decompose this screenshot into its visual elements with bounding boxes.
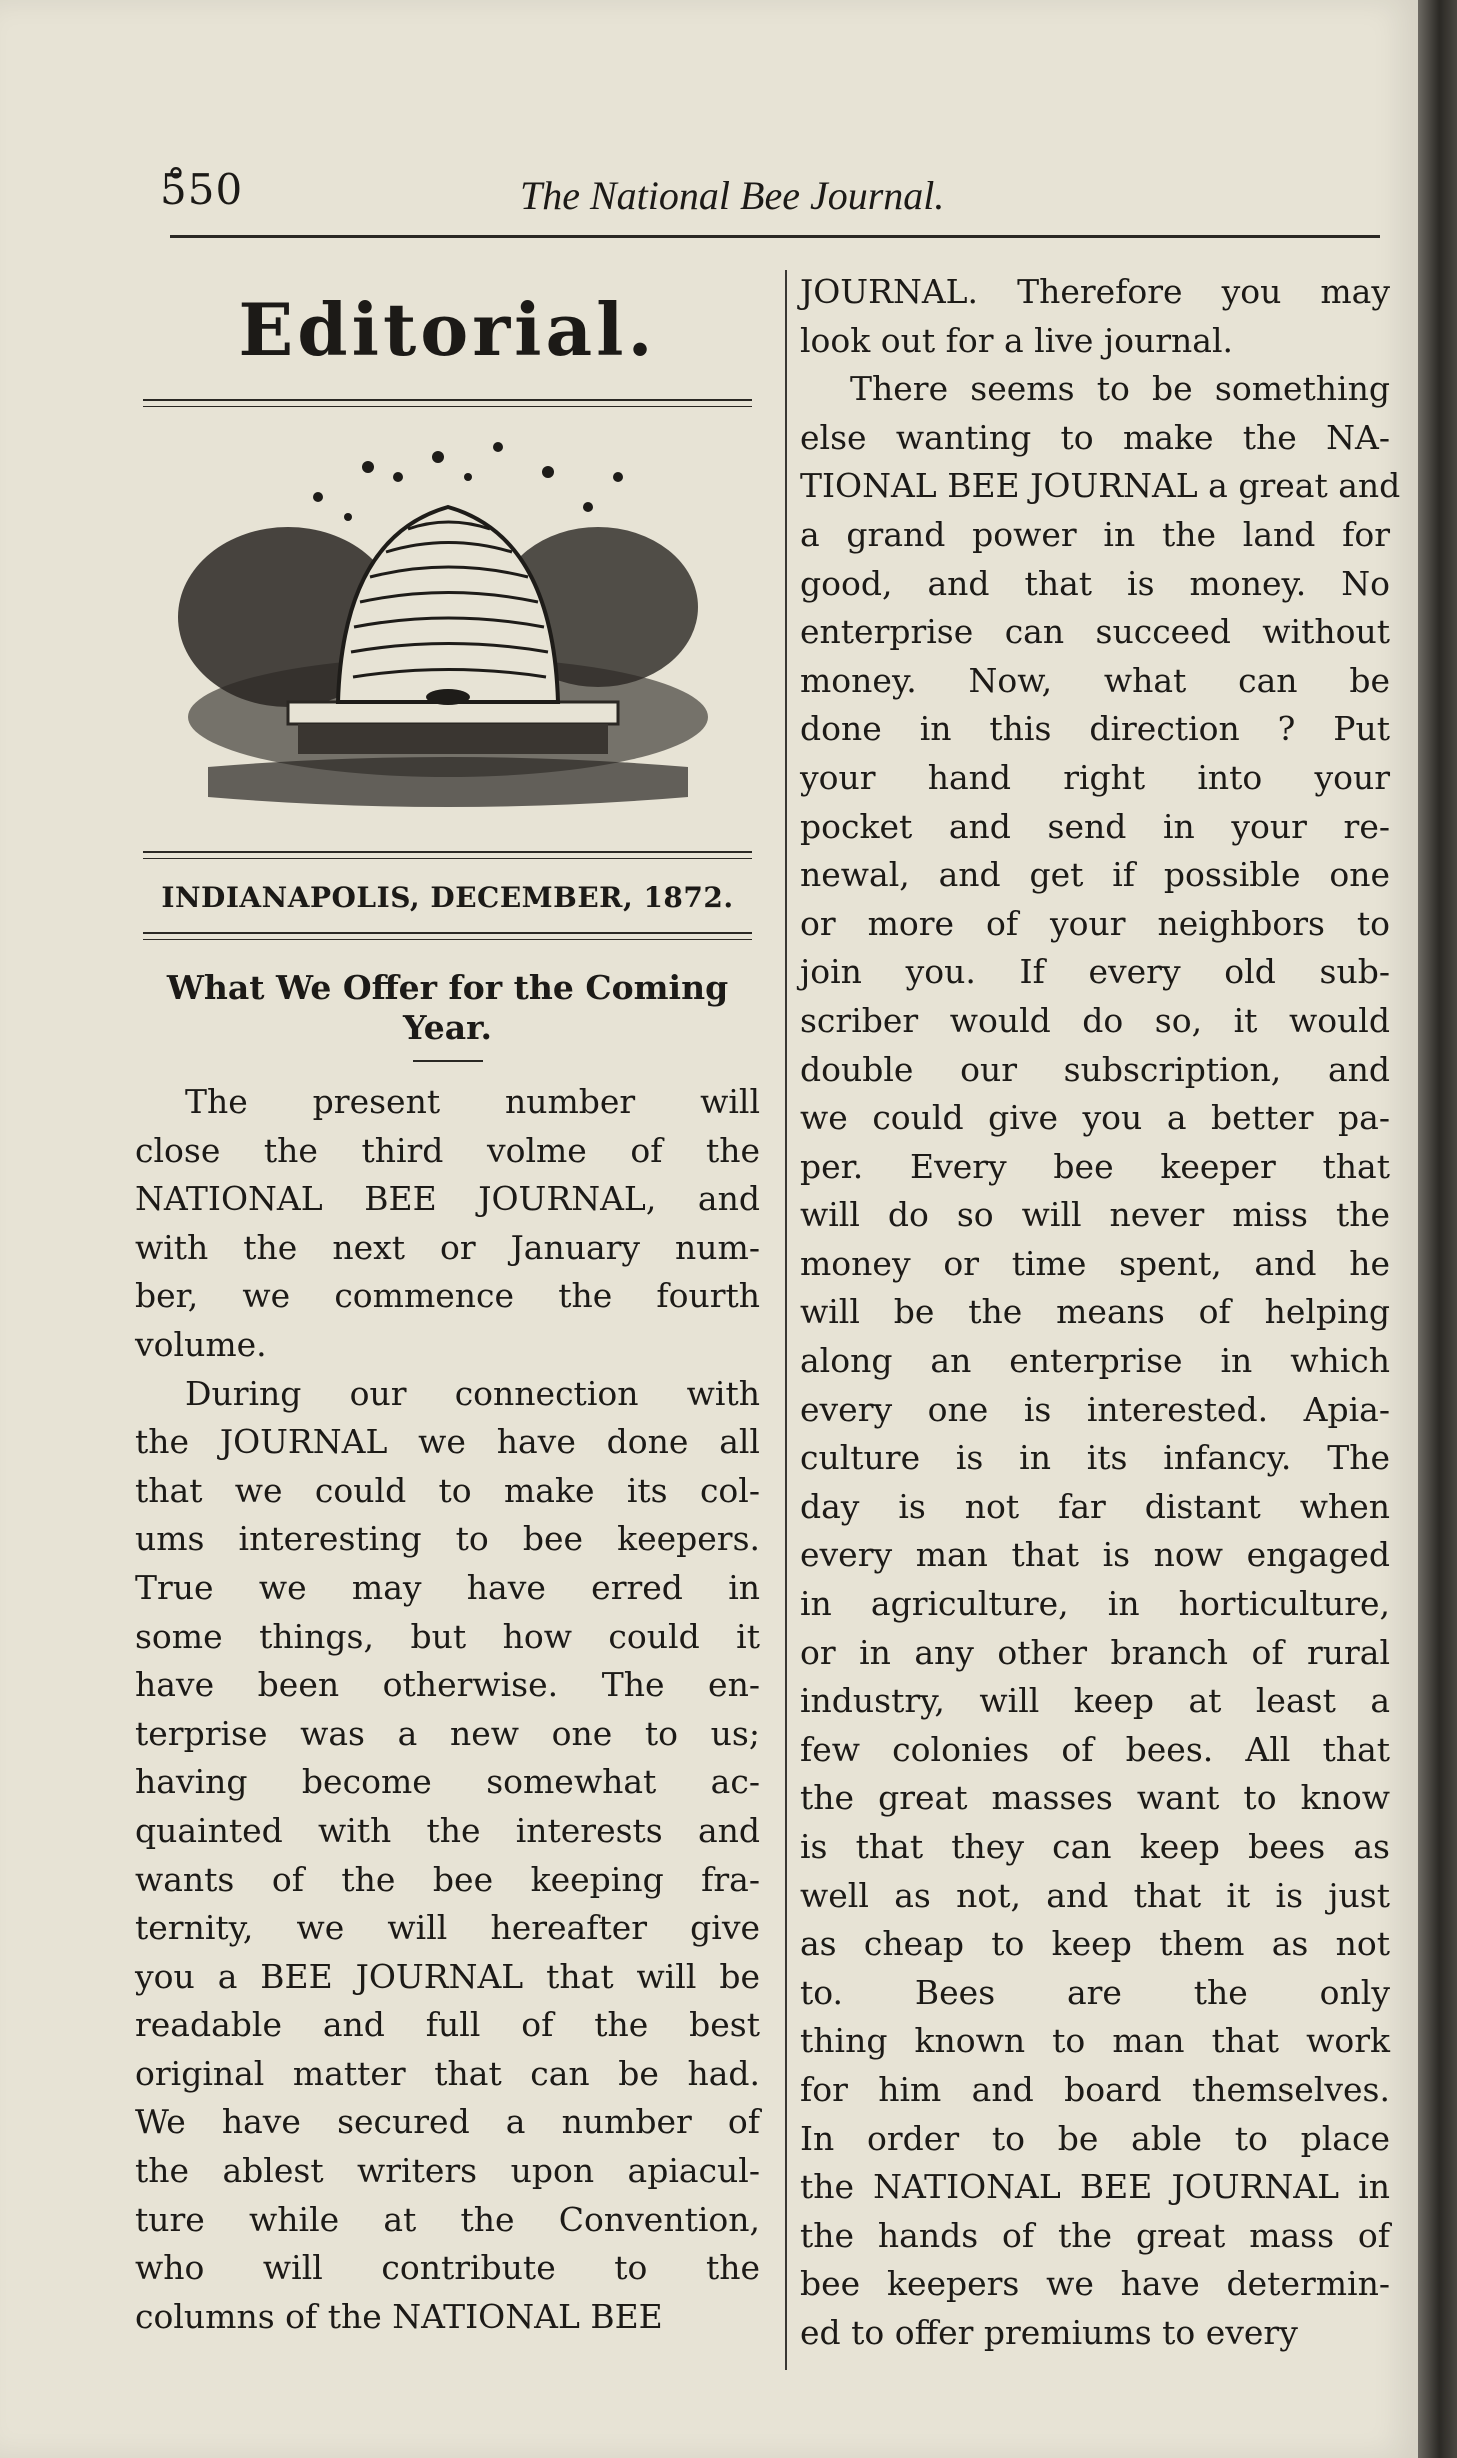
text-line: we could give you a better pa- <box>800 1098 1390 1138</box>
right-column <box>800 268 1401 2358</box>
text-line: as cheap to keep them as not <box>800 1924 1390 1964</box>
article-body-left <box>135 1078 760 2341</box>
text-line: pocket and send in your re- <box>800 806 1390 846</box>
text-line: columns of the NATIONAL BEE <box>135 2296 663 2336</box>
text-line: original matter that can be had. <box>135 2053 760 2093</box>
book-spine <box>1418 0 1457 2458</box>
text-line: every man that is now engaged <box>800 1535 1390 1575</box>
text-line: day is not far distant when <box>800 1486 1390 1526</box>
text-line: you a BEE JOURNAL that will be <box>135 1956 760 1996</box>
text-line: enterprise can succeed without <box>800 612 1390 652</box>
text-line: per. Every bee keeper that <box>800 1146 1390 1186</box>
text-line: ums interesting to bee keepers. <box>135 1519 760 1559</box>
text-line: your hand right into your <box>800 757 1390 797</box>
text-line: money or time spent, and he <box>800 1243 1390 1283</box>
running-title: The National Bee Journal. <box>520 173 945 218</box>
text-line: done in this direction ? Put <box>800 709 1390 749</box>
text-line: ber, we commence the fourth <box>135 1276 760 1316</box>
text-line: TIONAL BEE JOURNAL a great and <box>800 466 1401 506</box>
text-line: join you. If every old sub- <box>800 952 1390 992</box>
article-body-right <box>800 268 1401 2358</box>
text-line: for him and board themselves. <box>800 2069 1390 2109</box>
left-column <box>135 255 760 2341</box>
text-line: bee keepers we have determin- <box>800 2264 1390 2304</box>
text-line: some things, but how could it <box>135 1616 760 1656</box>
text-line: thing known to man that work <box>800 2021 1390 2061</box>
text-line: money. Now, what can be <box>800 660 1390 700</box>
text-line: few colonies of bees. All that <box>800 1729 1390 1769</box>
text-line: or in any other branch of rural <box>800 1632 1390 1672</box>
text-line: the JOURNAL we have done all <box>135 1422 760 1462</box>
text-line: the hands of the great mass of <box>800 2215 1390 2255</box>
column-divider <box>785 270 787 2370</box>
text-line: look out for a live journal. <box>800 320 1234 360</box>
header-rule <box>170 235 1380 238</box>
heading-rule <box>143 399 752 407</box>
text-line: We have secured a number of <box>135 2102 760 2142</box>
dateline: INDIANAPOLIS, DECEMBER, 1872. <box>161 881 734 914</box>
text-line: that we could to make its col- <box>135 1470 760 1510</box>
text-line: else wanting to make the NA- <box>800 417 1390 457</box>
text-line: close the third volme of the <box>135 1130 760 1170</box>
text-line: will be the means of helping <box>800 1292 1390 1332</box>
text-line: having become somewhat ac- <box>135 1762 760 1802</box>
text-line: ed to offer premiums to every <box>800 2312 1298 2352</box>
text-line: wants of the bee keeping fra- <box>135 1859 760 1899</box>
text-line: along an enterprise in which <box>800 1341 1390 1381</box>
dateline-rule-bottom <box>143 932 752 940</box>
article-title-line: What We Offer for the Coming <box>166 968 729 1007</box>
text-line: every one is interested. Apia- <box>800 1389 1390 1429</box>
text-line: scriber would do so, it would <box>800 1000 1390 1040</box>
text-line: ternity, we will hereafter give <box>135 1908 760 1948</box>
text-line: good, and that is money. No <box>800 563 1390 603</box>
text-line: the ablest writers upon apiacul- <box>135 2151 760 2191</box>
text-line: the great masses want to know <box>800 1778 1390 1818</box>
text-line: JOURNAL. Therefore you may <box>800 272 1390 311</box>
beehive-illustration <box>168 417 728 837</box>
text-line: will do so will never miss the <box>800 1195 1390 1235</box>
text-line: industry, will keep at least a <box>800 1681 1390 1721</box>
text-line: In order to be able to place <box>800 2118 1390 2158</box>
section-heading: Editorial. <box>238 287 657 372</box>
article-title <box>145 968 750 1048</box>
text-line: a grand power in the land for <box>800 514 1390 554</box>
text-line: NATIONAL BEE JOURNAL, and <box>135 1179 760 1219</box>
text-line: ture while at the Convention, <box>135 2199 760 2239</box>
text-line: or more of your neighbors to <box>800 903 1390 943</box>
text-line: to. Bees are the only <box>800 1972 1390 2012</box>
text-line: the NATIONAL BEE JOURNAL in <box>800 2167 1390 2207</box>
text-line: well as not, and that it is just <box>800 1875 1390 1915</box>
text-line: newal, and get if possible one <box>800 855 1390 895</box>
text-line: readable and full of the best <box>135 2005 760 2045</box>
text-line: There seems to be something <box>850 369 1390 409</box>
article-title-line: Year. <box>403 1008 492 1047</box>
title-rule <box>413 1060 483 1062</box>
text-line: is that they can keep bees as <box>800 1827 1390 1866</box>
text-line: have been otherwise. The en- <box>135 1665 760 1705</box>
text-line: The present number will <box>185 1082 760 1121</box>
text-line: with the next or January num- <box>135 1227 760 1267</box>
text-line: quainted with the interests and <box>135 1810 760 1850</box>
dateline-rule-top <box>143 851 752 859</box>
text-line: During our connection with <box>185 1373 760 1413</box>
text-line: double our subscription, and <box>800 1049 1390 1089</box>
text-line: True we may have erred in <box>135 1567 760 1607</box>
text-line: volume. <box>135 1324 267 1364</box>
text-line: in agriculture, in horticulture, <box>800 1584 1390 1624</box>
text-line: terprise was a new one to us; <box>135 1713 760 1753</box>
text-line: culture is in its infancy. The <box>800 1438 1390 1478</box>
page-number: 5̊50 <box>160 165 244 214</box>
text-line: who will contribute to the <box>135 2248 760 2288</box>
